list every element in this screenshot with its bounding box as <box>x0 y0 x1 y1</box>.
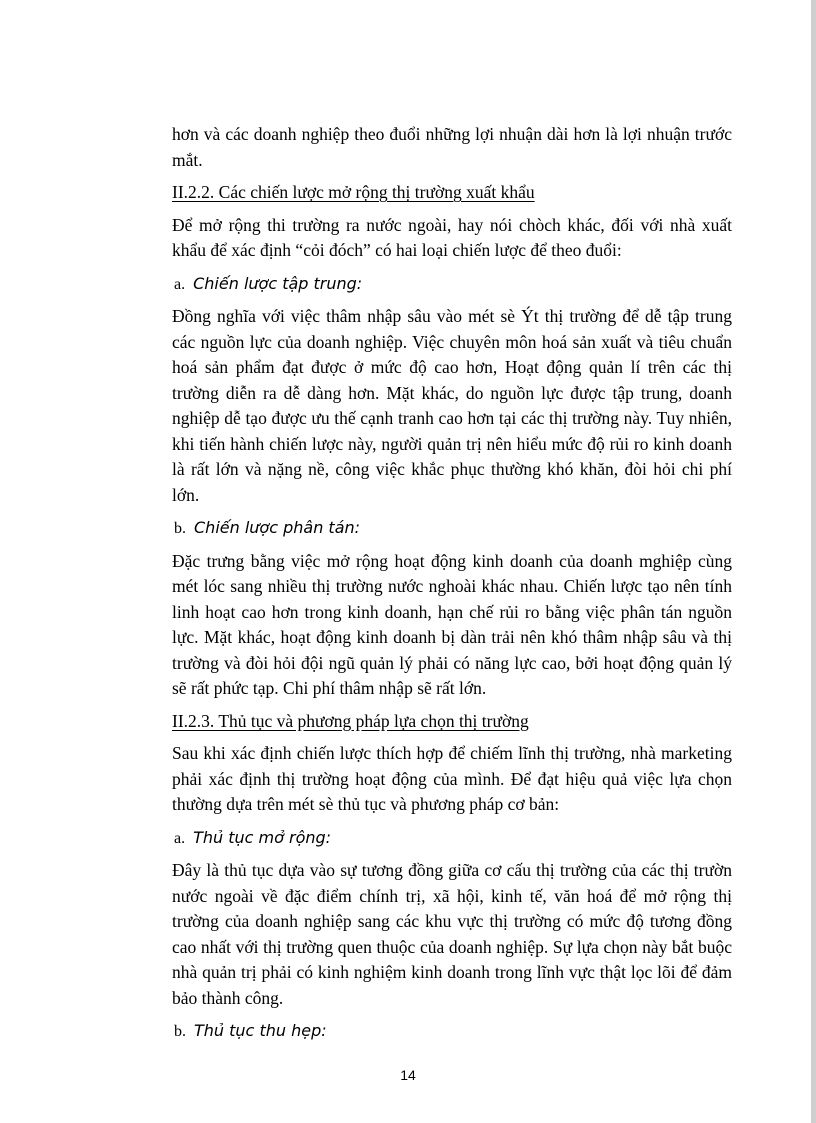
subheading-text: Thủ tục mở rộng: <box>193 827 332 847</box>
section-heading-2-2 <box>172 180 732 206</box>
page-number: 14 <box>400 1067 416 1083</box>
list-marker: a. <box>174 829 186 847</box>
subheading-focused-strategy <box>172 271 732 298</box>
section-heading-2-2-text: II.2.2. Các chiến lược mở rộng thị trường xuất khẩu <box>172 182 535 202</box>
paragraph-expansion-procedure: Đây là thủ tục dựa vào sự tương đồng giữa cơ cấu thị trường của các thị trườn nước ngoài về đặc điểm chính trị, xã hội, kinh tế, văn hoá để mở rộng thị trường của doanh nghiệp sang các khu vực thị trường có mức độ tương đồng cao nhất với thị trường quen thuộc của doanh nghiệp. Sự lựa chọn này bắt buộc nhà quản trị phải có kinh nghiệm kinh doanh trong lĩnh vực thật lọc lõi để đảm bảo thành công. <box>172 860 732 1008</box>
paragraph-intro-strategies: Để mở rộng thi trường ra nước ngoài, hay nói chòch khác, đối với nhà xuất khẩu để xác định “cỏi đóch” có hai loại chiến lược để theo đuổi: <box>172 214 732 260</box>
subheading-text: Thủ tục thu hẹp: <box>194 1021 327 1040</box>
section-heading-2-3 <box>172 709 732 735</box>
subheading-text: Chiến lược phân tán: <box>194 518 361 537</box>
paragraph-selection-intro: Sau khi xác định chiến lược thích hợp để chiếm lĩnh thị trường, nhà marketing phải xác định thị trường hoạt động của mình. Để đạt hiệu quả việc lựa chọn thường dựa trên mét sè thủ tục và phương pháp cơ bản: <box>172 743 732 814</box>
paragraph-continuation: hơn và các doanh nghiệp theo đuổi những lợi nhuận dài hơn là lợi nhuận trước mắt. <box>172 124 732 170</box>
paragraph-focused-strategy: Đồng nghĩa với việc thâm nhập sâu vào mét sè Ýt thị trường để dễ tập trung các nguồn lực của doanh nghiệp. Việc chuyên môn hoá sản xuất và tiêu chuẩn hoá sản phẩm đạt được ở mức độ cao hơn, Hoạt động quản lí trên các thị trường diễn ra dễ dàng hơn. Mặt khác, do nguồn lực được tập trung, doanh nghiệp dễ tạo được ưu thế cạnh tranh cao hơn tại các thị trường này. Tuy nhiên, khi tiến hành chiến lược này, người quản trị nên hiểu mức độ rủi ro kinh doanh là rất lớn và nặng nề, công việc khắc phục thường khó khăn, đòi hỏi chi phí lớn. <box>172 306 732 505</box>
subheading-expansion-procedure <box>172 825 732 852</box>
subheading-text: Chiến lược tập trung: <box>193 273 363 293</box>
paragraph-dispersed-strategy: Đặc trưng bằng việc mở rộng hoạt động kinh doanh của doanh mghiệp cùng mét lóc sang nhiều thị trường nước nghoài khác nhau. Chiến lược tạo nên tính linh hoạt cao hơn trong kinh doanh, hạn chế rủi ro bằng việc phân tán nguồn lực. Mặt khác, hoạt động kinh doanh bị dàn trải nên khó thâm nhập sâu và thị trường và đòi hỏi đội ngũ quản lý phải có năng lực cao, bởi hoạt động quản lý sẽ rất phức tạp. Chi phí thâm nhập sẽ rất lớn. <box>172 550 732 698</box>
list-marker: b. <box>174 520 186 537</box>
list-marker: b. <box>174 1023 186 1040</box>
list-marker: a. <box>174 275 186 293</box>
subheading-dispersed-strategy <box>172 515 732 542</box>
section-heading-2-3-text: II.2.3. Thủ tục và phương pháp lựa chọn thị trường <box>172 710 529 731</box>
subheading-narrowing-procedure <box>172 1018 732 1045</box>
body-column <box>172 122 732 1045</box>
page-edge-shadow <box>811 0 816 1123</box>
